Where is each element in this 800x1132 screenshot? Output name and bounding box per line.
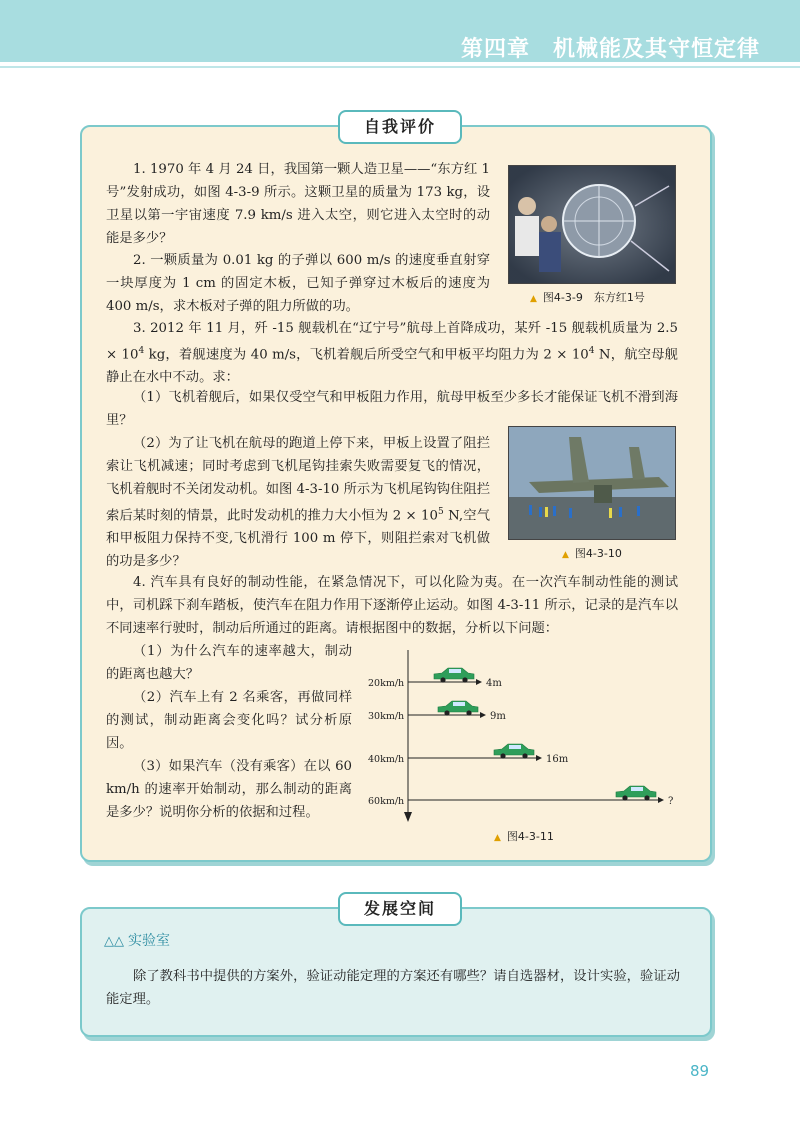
carrier-jet-photo (508, 426, 676, 540)
car-icon (494, 744, 534, 759)
section-title-self-evaluation: 自我评价 (338, 110, 462, 144)
page-number: 89 (690, 1062, 710, 1080)
distance-label: 9m (490, 711, 506, 722)
satellite-photo (508, 165, 676, 284)
figure-caption-4-3-9 (530, 289, 645, 305)
question-4-3: （3）如果汽车（没有乘客）在以 60 km/h 的速率开始制动，那么制动的距离是多少？说明你分析的依据和过程。 (106, 759, 352, 820)
figure-caption-text: 图4-3-11 (506, 830, 554, 843)
flask-icon: △△ (104, 934, 124, 949)
q3-text-b: kg，着舰速度为 40 m/s，飞机着舰后所受空气和甲板平均阻力为 2 × 10 (144, 347, 589, 363)
chapter-title: 第四章 机械能及其守恒定律 (460, 37, 760, 62)
arrow-icon (658, 797, 664, 803)
car-icon (616, 786, 656, 801)
lab-text: 除了教科书中提供的方案外，验证动能定理的方案还有哪些？请自选器材，设计实验，验证动能定理。 (106, 969, 680, 1007)
distance-label: ? (668, 796, 674, 807)
triangle-icon: ▲ (530, 294, 537, 304)
axis-arrow-icon (404, 812, 412, 822)
speed-label: 60km/h (368, 796, 405, 807)
q3-text-a: 3. 2012 年 11 月，歼 -15 舰载机在“辽宁号”航母上首降成功，某歼 -15 舰载机质量为 2.5 × 10 (106, 321, 678, 363)
question-3 (106, 317, 678, 389)
carrier-jet-image (509, 427, 675, 539)
car-icon (438, 701, 478, 716)
question-1: 1. 1970 年 4 月 24 日，我国第一颗人造卫星——“东方红 1 号”发射成功，如图 4-3-9 所示。这颗卫星的质量为 173 kg，设卫星以第一宇宙速度 7.9 km/s 进入太空，则它进入太空时的动能是多少？ (106, 162, 490, 246)
figure-caption-text: 图4-3-10 (574, 547, 622, 560)
car-icon (434, 668, 474, 683)
header-divider-light (0, 66, 800, 68)
lab-heading (104, 930, 170, 950)
braking-distance-diagram (360, 640, 690, 830)
speed-label: 20km/h (368, 678, 405, 689)
arrow-icon (480, 712, 486, 718)
figure-caption-4-3-10 (562, 545, 622, 561)
question-3-1: （1）飞机着舰后，如果仅受空气和甲板阻力作用，航母甲板至少多长才能保证飞机不滑到海里？ (106, 390, 678, 428)
q3-2-text-b: N,空气和甲板阻力保持不变,飞机滑行 100 m 停下，则阻拦索对飞机做的功是多少？ (106, 508, 490, 570)
q3-exponent-2: 4 (588, 346, 595, 356)
lab-title-text: 实验室 (128, 933, 170, 949)
q3-2-exponent: 5 (437, 507, 444, 517)
arrow-icon (536, 755, 542, 761)
speed-label: 40km/h (368, 754, 405, 765)
figure-caption-text: 图4-3-9 东方红1号 (542, 291, 645, 304)
section-title-development-space: 发展空间 (338, 892, 462, 926)
q3-2-text-a: （2）为了让飞机在航母的跑道上停下来，甲板上设置了阻拦索让飞机减速；同时考虑到飞机尾钩挂索失败需要复飞的情况，飞机着舰时不关闭发动机。如图 4-3-10 所示为飞机尾钩钩住阻拦索后某时刻的情景，此时发动机的推力大小恒为 2 × 10 (106, 436, 490, 524)
question-4: 4. 汽车具有良好的制动性能，在紧急情况下，可以化险为夷。在一次汽车制动性能的测试中，司机踩下刹车踏板，使汽车在阻力作用下逐渐停止运动。如图 4-3-11 所示，记录的是汽车以不同速率行驶时，制动后所通过的距离。请根据图中的数据，分析以下问题： (106, 575, 678, 636)
question-2: 2. 一颗质量为 0.01 kg 的子弹以 600 m/s 的速度垂直射穿一块厚度为 1 cm 的固定木板，已知子弹穿过木板后的速度为 400 m/s，求木板对子弹的阻力所做的功。 (106, 253, 490, 314)
q3-exponent-1: 4 (138, 346, 145, 356)
question-4-2: （2）汽车上有 2 名乘客，再做同样的测试，制动距离会变化吗？试分析原因。 (106, 690, 352, 751)
triangle-icon: ▲ (562, 550, 569, 560)
distance-label: 4m (486, 678, 502, 689)
triangle-icon: ▲ (494, 833, 501, 843)
question-4-1: （1）为什么汽车的速率越大，制动的距离也越大？ (106, 644, 352, 682)
figure-caption-4-3-11 (494, 828, 554, 844)
question-3-2 (106, 432, 490, 573)
speed-label: 30km/h (368, 711, 405, 722)
q3-text-c: N，航空母舰静止在水中不动。求： (106, 347, 678, 386)
distance-label: 16m (546, 754, 569, 765)
arrow-icon (476, 679, 482, 685)
satellite-image (509, 166, 675, 283)
